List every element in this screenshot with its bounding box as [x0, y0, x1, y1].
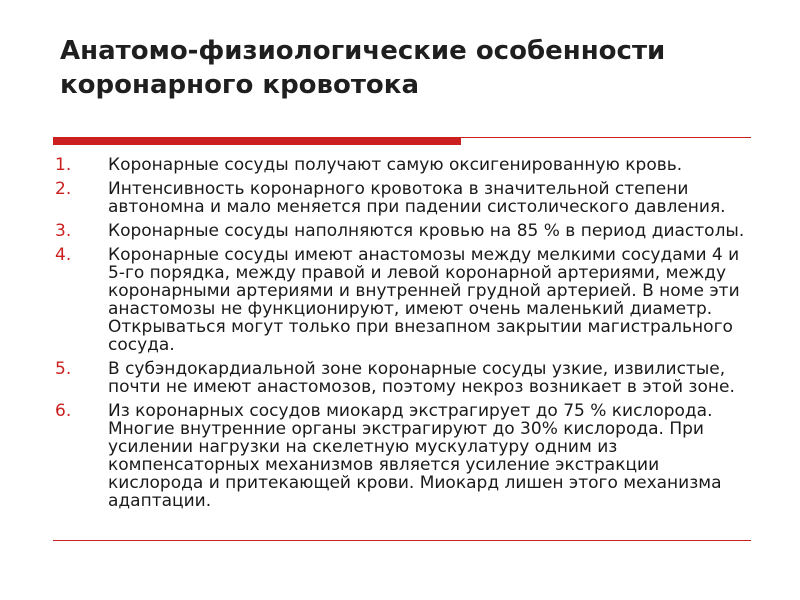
numbered-list [55, 156, 755, 516]
list-item [55, 180, 755, 216]
list-item-text: Коронарные сосуды получают самую оксигенированную кровь. [108, 155, 683, 175]
list-item-number: 4. [55, 245, 72, 265]
list-item-number: 2. [55, 179, 72, 199]
title-underline-thick [53, 137, 461, 145]
list-item-number: 6. [55, 401, 72, 421]
list-item-text: Коронарные сосуды наполняются кровью на 85 % в период диастолы. [108, 221, 745, 241]
list-item [55, 360, 755, 396]
bottom-divider-line [53, 540, 751, 541]
list-item-number: 5. [55, 359, 72, 379]
list-item [55, 246, 755, 354]
list-item-text: Из коронарных сосудов миокард экстрагирует до 75 % кислорода. Многие внутренние органы экстрагируют до 30% кислорода. При усилении нагрузки на скелетную мускулатуру одним из компенсаторных механизмов является усиление экстракции кислорода и притекающей крови. Миокард лишен этого механизма адаптации. [108, 401, 722, 511]
list-item [55, 402, 755, 510]
list-item-text: Коронарные сосуды имеют анастомозы между мелкими сосудами 4 и 5-го порядка, между правой и левой коронарной артериями, между коронарными артериями и внутренней грудной артерией. В номе эти анастомозы не функционируют, имеют очень маленький диаметр. Открываться могут только при внезапном закрытии магистрального сосуда. [108, 245, 740, 355]
list-item [55, 222, 755, 240]
list-item-number: 1. [55, 155, 72, 175]
slide-title: Анатомо-физиологические особенности коронарного кровотока [60, 36, 666, 100]
list-item [55, 156, 755, 174]
list-item-text: Интенсивность коронарного кровотока в значительной степени автономна и мало меняется при падении систолического давления. [108, 179, 726, 217]
title-underline-thin [461, 137, 751, 138]
list-item-number: 3. [55, 221, 72, 241]
list-item-text: В субэндокардиальной зоне коронарные сосуды узкие, извилистые, почти не имеют анастомозов, поэтому некроз возникает в этой зоне. [108, 359, 735, 397]
